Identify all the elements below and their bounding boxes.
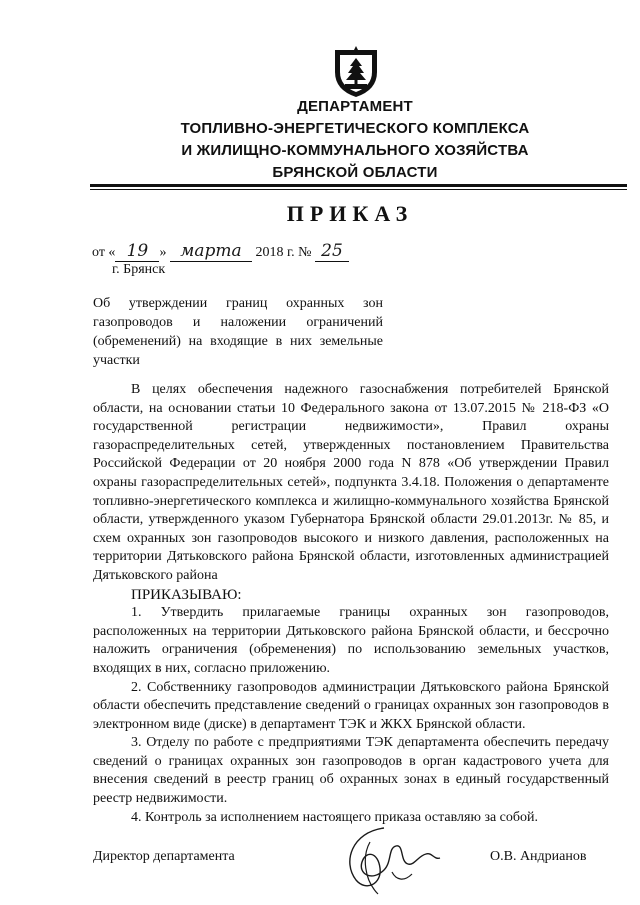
coat-of-arms-icon [331,42,381,98]
preamble-paragraph: В целях обеспечения надежного газоснабжения потребителей Брянской области, на основании статьи 10 Федерального закона от 13.07.2015 № 218-ФЗ «О государственной регистрации недвижимости», Правил охраны газораспределительных сетей, утвержденных постановлением Правительства Российской Федерации от 20 ноября 2000 года N 878 «Об утверждении Правил охраны газораспределительных сетей», подпункта 3.4.18. Положения о департаменте топливно-энергетического комплекса и жилищно-коммунального хозяйства Брянской области, утвержденного указом Губернатора Брянской области 29.01.2013г. № 85, и схем охранных зон газопроводов высокого и низкого давления, расположенных на территории Дятьковского района Брянской области, изготовленных администрацией Дятьковского района [93,382,609,583]
city: г. Брянск [112,262,166,277]
date-month: марта [170,241,252,262]
header-divider-thick [90,184,627,187]
date-separator: » [159,245,167,260]
document-number: 25 [315,241,349,262]
signer-title: Директор департамента [93,849,235,864]
org-line-2: ТОПЛИВНО-ЭНЕРГЕТИЧЕСКОГО КОМПЛЕКСА [180,120,530,137]
document-subject: Об утверждении границ охранных зон газопроводов и наложении ограничений (обременений) на входящие в них земельные участки [93,296,383,368]
order-item: 1. Утвердить прилагаемые границы охранных зон газопроводов, расположенных на территории Дятьковского района Брянской области, и бессрочно наложить ограничения (обременения) по использованию земельных участков, входящих в них, согласно приложению. [93,605,609,676]
org-line-3: И ЖИЛИЩНО-КОММУНАЛЬНОГО ХОЗЯЙСТВА [181,142,529,159]
order-item: 4. Контроль за исполнением настоящего приказа оставляю за собой. [131,809,539,825]
document-title: ПРИКАЗ [286,201,414,226]
organization-header [120,96,590,184]
org-line-1: ДЕПАРТАМЕНТ [297,98,413,115]
document-body [93,381,609,827]
signature-icon [322,822,452,900]
date-prefix: от « [92,245,116,260]
order-word: ПРИКАЗЫВАЮ: [131,586,242,603]
order-item: 3. Отделу по работе с предприятиями ТЭК департамента обеспечить передачу сведений о границах охранных зон газопроводов в орган кадастрового учета для внесения сведений в реестр границ об охранных зонах в единый государственный реестр недвижимости. [93,735,609,807]
date-year: 2018 г. [255,245,295,260]
date-day: 19 [115,241,159,262]
date-number-line [92,241,349,262]
org-line-4: БРЯНСКОЙ ОБЛАСТИ [272,164,438,181]
number-prefix: № [298,245,312,260]
header-divider-thin [90,189,627,190]
signer-name: О.В. Андрианов [490,849,587,864]
order-item: 2. Собственнику газопроводов администрации Дятьковского района Брянской области обеспечить представление сведений о границах охранных зон газопроводов в электронном виде (диске) в департамент ТЭК и ЖКХ Брянской области. [93,679,609,732]
